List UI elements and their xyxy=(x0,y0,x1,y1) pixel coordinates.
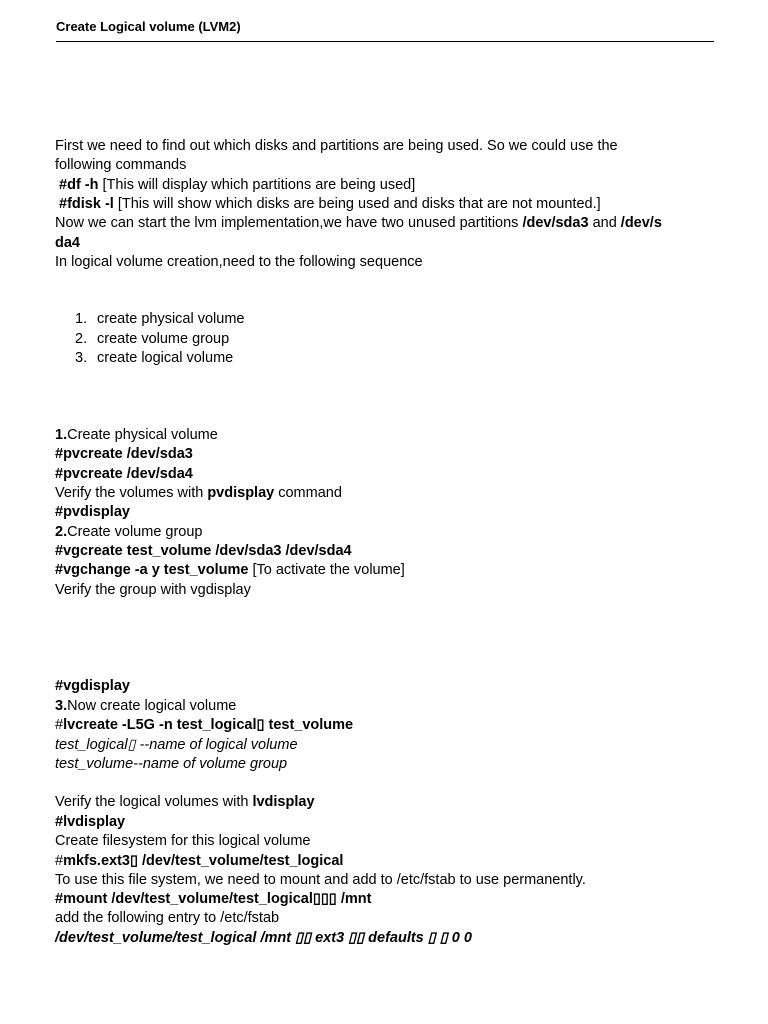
and-text: and xyxy=(588,215,621,231)
pvcreate-sda4-command: #pvcreate /dev/sda4 xyxy=(55,466,193,482)
fdisk-command: #fdisk -l xyxy=(59,196,114,212)
mount-command: #mount /dev/test_volume/test_logical▯▯▯ /mnt xyxy=(55,891,372,907)
lvcreate-note-volume: test_volume--name of volume group xyxy=(55,756,288,772)
vgdisplay-verify-line: Verify the group with vgdisplay xyxy=(55,582,251,598)
section2-number: 2. xyxy=(55,524,68,540)
sda3-path: /dev/sda3 xyxy=(522,215,589,231)
list-item: 2. create volume group xyxy=(75,330,230,347)
vgchange-note: [To activate the volume] xyxy=(248,562,405,578)
section1-heading xyxy=(55,426,218,445)
lvcreate-command: lvcreate -L5G -n test_logical▯ test_volume xyxy=(63,717,354,733)
filesystem-text: Create filesystem for this logical volume xyxy=(55,833,311,849)
df-description: [This will display which partitions are being used] xyxy=(98,177,416,193)
mount-text: To use this file system, we need to mount and add to /etc/fstab to use permanently. xyxy=(55,872,586,888)
vgchange-line xyxy=(55,561,405,580)
intro-line-1: First we need to find out which disks and partitions are being used. So we could use the xyxy=(55,138,618,154)
sequence-intro: In logical volume creation,need to the following sequence xyxy=(55,254,423,270)
section3-number: 3. xyxy=(55,698,68,714)
pvdisplay-command: #pvdisplay xyxy=(55,504,130,520)
list-item: 3. create logical volume xyxy=(75,350,234,366)
lvdisplay-inline: lvdisplay xyxy=(252,794,315,810)
document-title: Create Logical volume (LVM2) xyxy=(56,19,241,34)
list-item: 1. create physical volume xyxy=(75,311,245,327)
lvcreate-line: #lvcreate -L5G -n test_logical▯ test_volume xyxy=(55,717,354,733)
pvcreate-sda3-command: #pvcreate /dev/sda3 xyxy=(55,446,193,462)
fstab-text: add the following entry to /etc/fstab xyxy=(55,910,280,926)
lvm-intro-text: Now we can start the lvm implementation,we have two unused partitions xyxy=(55,215,523,231)
fdisk-description: [This will show which disks are being used and disks that are not mounted.] xyxy=(113,196,601,212)
da4-wrap: da4 xyxy=(55,235,80,251)
vgcreate-command: #vgcreate test_volume /dev/sda3 /dev/sda4 xyxy=(55,543,352,559)
lvdisplay-verify-line: Verify the logical volumes with lvdisplay xyxy=(55,794,315,810)
section2-heading xyxy=(55,523,203,542)
df-command: #df -h xyxy=(59,177,99,193)
fdisk-command-line xyxy=(55,195,601,214)
pvdisplay-verify-line: Verify the volumes with pvdisplay command xyxy=(55,485,342,501)
fstab-entry: /dev/test_volume/test_logical /mnt ▯▯ ext3 ▯▯ defaults ▯ ▯ 0 0 xyxy=(55,930,472,946)
lvm-intro-line xyxy=(55,214,662,233)
df-command-line xyxy=(55,176,415,195)
lvdisplay-command: #lvdisplay xyxy=(55,814,126,830)
lvcreate-note-logical: test_logical▯ --name of logical volume xyxy=(55,737,298,753)
vgchange-command: #vgchange -a y test_volume xyxy=(55,562,249,578)
section1-title: Create physical volume xyxy=(67,427,218,443)
section2-title: Create volume group xyxy=(67,524,203,540)
intro-line-2: following commands xyxy=(55,157,187,173)
mkfs-command: mkfs.ext3▯ /dev/test_volume/test_logical xyxy=(63,853,344,869)
dev-s-path: /dev/s xyxy=(620,215,662,231)
section1-number: 1. xyxy=(55,427,68,443)
section3-title: Now create logical volume xyxy=(67,698,237,714)
page-header xyxy=(56,18,714,42)
vgdisplay-command: #vgdisplay xyxy=(55,678,130,694)
section3-heading xyxy=(55,697,236,716)
pvdisplay-inline: pvdisplay xyxy=(207,485,275,501)
mkfs-line: #mkfs.ext3▯ /dev/test_volume/test_logical xyxy=(55,853,344,869)
steps-list xyxy=(75,310,245,369)
